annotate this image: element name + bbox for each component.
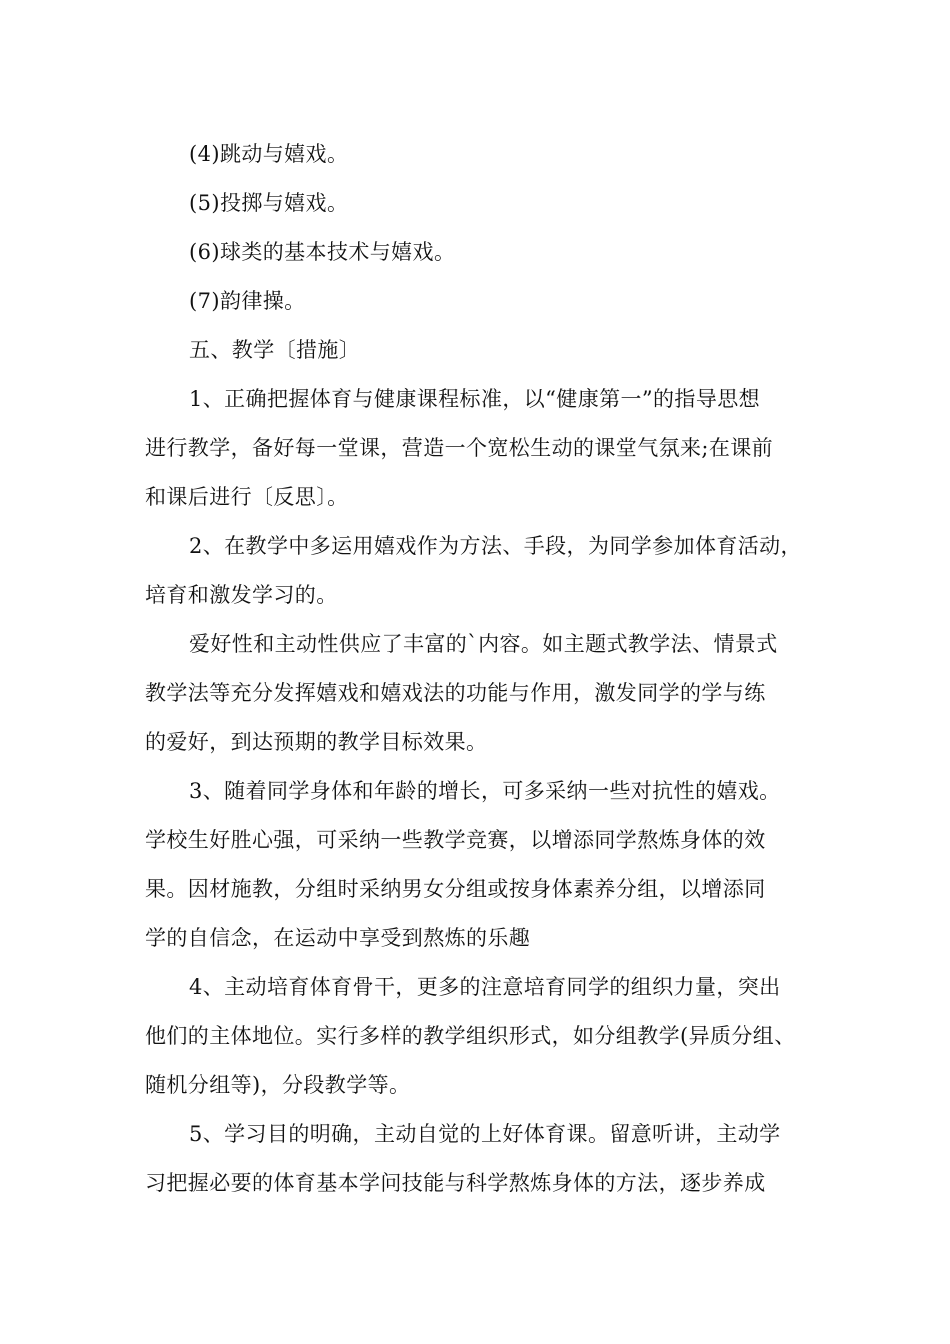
list-item-jumping: (4)跳动与嬉戏。 xyxy=(189,142,349,166)
paragraph-3-line-2: 教学法等充分发挥嬉戏和嬉戏法的功能与作用，激发同学的学与练 xyxy=(145,681,766,705)
list-item-ball-skills: (6)球类的基本技术与嬉戏。 xyxy=(189,240,456,264)
paragraph-5-line-1: 4、主动培育体育骨干，更多的注意培育同学的组织力量，突出 xyxy=(189,975,781,999)
paragraph-4-line-2: 学校生好胜心强，可采纳一些教学竞赛，以增添同学熬炼身体的效 xyxy=(145,828,766,852)
paragraph-3-line-3: 的爱好，到达预期的教学目标效果。 xyxy=(145,730,488,754)
paragraph-1-line-3: 和课后进行〔反思〕。 xyxy=(145,485,349,509)
paragraph-4-line-3: 果。因材施教，分组时采纳男女分组或按身体素养分组，以增添同 xyxy=(145,877,766,901)
document-body xyxy=(145,130,835,1208)
paragraph-6-line-2: 习把握必要的体育基本学问技能与科学熬炼身体的方法，逐步养成 xyxy=(145,1171,766,1195)
paragraph-2-line-1: 2、在教学中多运用嬉戏作为方法、手段，为同学参加体育活动， xyxy=(189,534,802,558)
paragraph-5-line-2: 他们的主体地位。实行多样的教学组织形式，如分组教学(异质分组、 xyxy=(145,1024,796,1048)
list-item-throwing: (5)投掷与嬉戏。 xyxy=(189,191,349,215)
paragraph-4-line-1: 3、随着同学身体和年龄的增长，可多采纳一些对抗性的嬉戏。 xyxy=(189,779,781,803)
paragraph-6-line-1: 5、学习目的明确，主动自觉的上好体育课。留意听讲，主动学 xyxy=(189,1122,781,1146)
paragraph-1-line-1: 1、正确把握体育与健康课程标准，以“健康第一”的指导思想 xyxy=(189,387,761,411)
paragraph-3-line-1: 爱好性和主动性供应了丰富的`内容。如主题式教学法、情景式 xyxy=(189,632,778,656)
list-item-rhythmic-gymnastics: (7)韵律操。 xyxy=(189,289,306,313)
paragraph-1-line-2: 进行教学，备好每一堂课，营造一个宽松生动的课堂气氛来;在课前 xyxy=(145,436,774,460)
section-heading-teaching-measures: 五、教学〔措施〕 xyxy=(189,338,361,362)
paragraph-2-line-2: 培育和激发学习的。 xyxy=(145,583,338,607)
paragraph-4-line-4: 学的自信念，在运动中享受到熬炼的乐趣 xyxy=(145,926,531,950)
paragraph-5-line-3: 随机分组等)，分段教学等。 xyxy=(145,1073,411,1097)
